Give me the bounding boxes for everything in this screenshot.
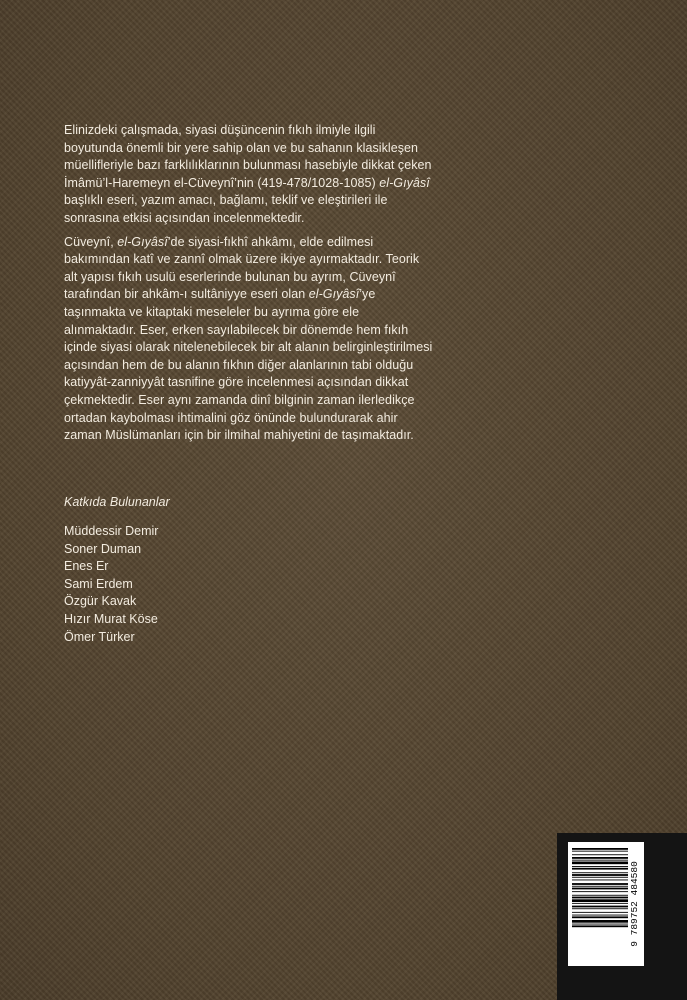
isbn-barcode	[568, 842, 644, 966]
barcode-bar	[572, 857, 628, 859]
barcode-bar	[572, 877, 628, 878]
blurb-paragraph-1: Elinizdeki çalışmada, siyasi düşüncenin fıkıh ilmiyle ilgili boyutunda önemli bir yere sahip olan ve bu sahanın klasikleşen müellifleriyle bazı farklılıklarının bulunması hasebiyle dikkat çeken İmâmü’l-Haremeyn el-Cüveynî’nin (419-478/1028-1085) el-Gıyâsî başlıklı eseri, yazım amacı, bağlamı, teklif ve eleştirileri ile sonrasına etkisi açısından incelenmektedir.	[64, 123, 432, 225]
barcode-bar	[572, 895, 628, 896]
barcode-bar	[572, 866, 628, 867]
contributors-list	[64, 523, 158, 646]
barcode-bar	[572, 862, 628, 865]
barcode-graphic	[568, 842, 644, 966]
barcode-bar	[572, 916, 628, 918]
contributor-name: Özgür Kavak	[64, 594, 137, 609]
contributor-name: Soner Duman	[64, 541, 142, 556]
barcode-bar	[572, 888, 628, 890]
contributors-heading: Katkıda Bulunanlar	[64, 495, 170, 509]
barcode-bar	[572, 908, 628, 909]
barcode-bar	[572, 883, 628, 885]
barcode-bar	[572, 897, 628, 899]
barcode-bar	[572, 851, 628, 852]
barcode-bar	[572, 915, 628, 916]
barcode-bars	[572, 848, 628, 927]
contributor-name: Hızır Murat Köse	[64, 611, 158, 626]
work-title: el-Gıyâsî	[308, 287, 360, 302]
barcode-bar	[572, 854, 628, 855]
contributor-name: Enes Er	[64, 559, 109, 574]
barcode-bar	[572, 880, 628, 881]
work-title: el-Gıyâsî	[379, 175, 430, 190]
barcode-bar	[572, 848, 628, 850]
barcode-bar	[572, 868, 628, 870]
work-title: el-Gıyâsî	[117, 234, 168, 249]
barcode-bar	[572, 920, 628, 923]
barcode-panel	[557, 833, 687, 1000]
barcode-bar	[572, 872, 628, 873]
contributor-name: Sami Erdem	[64, 576, 133, 591]
blurb-paragraph-2: Cüveynî, el-Gıyâsî’de siyasi-fıkhî ahkâmı, elde edilmesi bakımından katî ve zannî olmak üzere ikiye ayırmaktadır. Teorik alt yapısı fıkıh usulü eserlerinde bulunan bu ayrım, Cüveynî tarafından bir ahkâm-ı sultâniyye eseri olan el-Gıyâsî’ye taşınmakta ve kitaptaki meseleler bu ayrıma göre ele alınmaktadır. Eser, erken sayılabilecek bir dönemde hem fıkıh içinde siyasi olarak nitelenebilecek bir alt alanın belirginleştirilmesi açısından hem de bu alanın fıkhın diğer alanlarının tabi olduğu katiyyât-zanniyyât tasnifine göre incelenmesi açısından dikkat çekmektedir. Eser aynı zamanda dinî bilginin zaman ilerledikçe ortadan kaybolması ihtimalini göz önünde bulundurarak ahir zaman Müslümanları için bir ilmihal mahiyetini de taşımaktadır.	[64, 234, 433, 443]
back-cover-blurb	[64, 122, 434, 451]
barcode-bar	[572, 903, 628, 904]
barcode-bar	[572, 874, 628, 876]
barcode-bar	[572, 886, 628, 887]
barcode-bar	[572, 860, 628, 861]
barcode-bar	[572, 925, 628, 927]
barcode-bar	[572, 899, 628, 902]
contributor-name: Ömer Türker	[64, 629, 135, 644]
barcode-bar	[572, 906, 628, 908]
barcode-bar	[572, 924, 628, 925]
barcode-bar	[572, 891, 628, 892]
barcode-bar	[572, 912, 628, 913]
contributor-name: Müddessir Demir	[64, 524, 159, 538]
isbn-digits: 9 789752 484580	[629, 861, 640, 947]
